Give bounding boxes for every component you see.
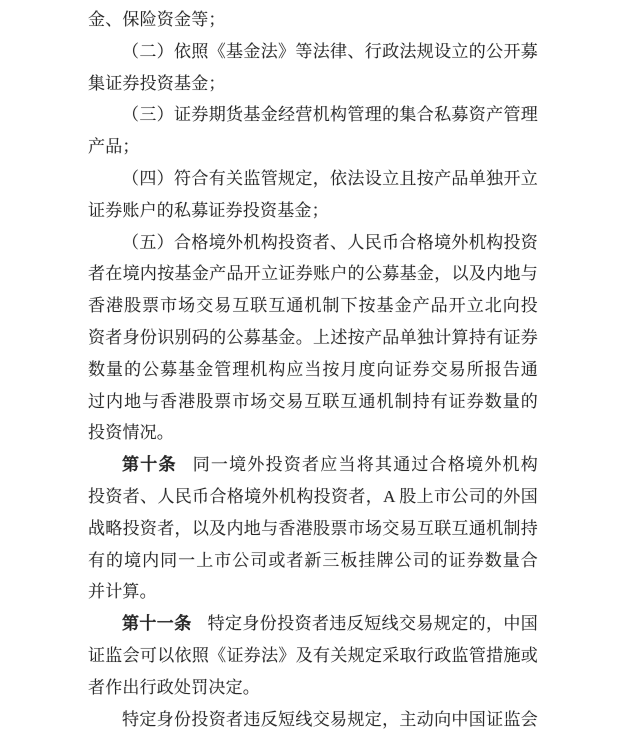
text-line [88, 4, 538, 36]
text-line [88, 258, 538, 290]
text-segment: 金、保险资金等； [88, 10, 226, 29]
article-number: 第十一条 [122, 614, 192, 634]
text-line [88, 99, 538, 131]
text-line [88, 513, 538, 545]
article-number: 第十条 [122, 455, 177, 475]
text-segment: 过内地与香港股票市场交易互联互通机制持有证券数量的 [88, 391, 538, 411]
text-line [88, 704, 538, 736]
text-segment: 并计算。 [88, 582, 157, 602]
text-line [88, 545, 538, 577]
text-segment: 同一境外投资者应当将其通过合格境外机构 [192, 455, 538, 475]
text-segment: （四）符合有关监管规定，依法设立且按产品单独开立 [122, 168, 538, 188]
text-segment: 产品； [88, 137, 140, 157]
text-line [88, 640, 538, 672]
text-segment: 者在境内按基金产品开立证券账户的公募基金，以及内地与 [88, 264, 538, 284]
text-line [88, 322, 538, 354]
text-segment: 集证券投资基金； [88, 73, 226, 93]
text-segment: 者作出行政处罚决定。 [88, 677, 260, 697]
text-segment: 证监会可以依照《证券法》及有关规定采取行政监管措施或 [88, 645, 538, 665]
text-segment: 投资者、人民币合格境外机构投资者，A 股上市公司的外国 [88, 486, 538, 506]
text-segment: 有的境内同一上市公司或者新三板挂牌公司的证券数量合 [88, 550, 538, 570]
text-segment: 香港股票市场交易互联互通机制下按基金产品开立北向投 [88, 296, 538, 316]
text-line [88, 195, 538, 227]
text-line [88, 449, 538, 481]
text-segment: 投资情况。 [88, 423, 174, 443]
text-line [88, 36, 538, 68]
text-segment: 资者身份识别码的公募基金。上述按产品单独计算持有证券 [88, 327, 538, 347]
text-segment: （三）证券期货基金经营机构管理的集合私募资产管理 [122, 105, 538, 125]
text-line [88, 672, 538, 704]
text-segment: （五）合格境外机构投资者、人民币合格境外机构投资 [122, 232, 538, 252]
text-line [88, 417, 538, 449]
text-line [88, 163, 538, 195]
text-line [88, 68, 538, 100]
text-segment: 特定身份投资者违反短线交易规定，主动向中国证监会 [122, 709, 538, 729]
text-segment: （二）依照《基金法》等法律、行政法规设立的公开募 [122, 41, 538, 61]
text-line [88, 131, 538, 163]
text-segment: 数量的公募基金管理机构应当按月度向证券交易所报告通 [88, 359, 538, 379]
text-line [88, 354, 538, 386]
text-line [88, 227, 538, 259]
document-body [88, 4, 538, 735]
text-line [88, 608, 538, 640]
text-line [88, 481, 538, 513]
text-line [88, 386, 538, 418]
text-line [88, 576, 538, 608]
text-line [88, 290, 538, 322]
text-segment: 战略投资者，以及内地与香港股票市场交易互联互通机制持 [88, 518, 538, 538]
text-segment: 证券账户的私募证券投资基金； [88, 200, 329, 220]
text-segment: 特定身份投资者违反短线交易规定的，中国 [207, 614, 538, 634]
